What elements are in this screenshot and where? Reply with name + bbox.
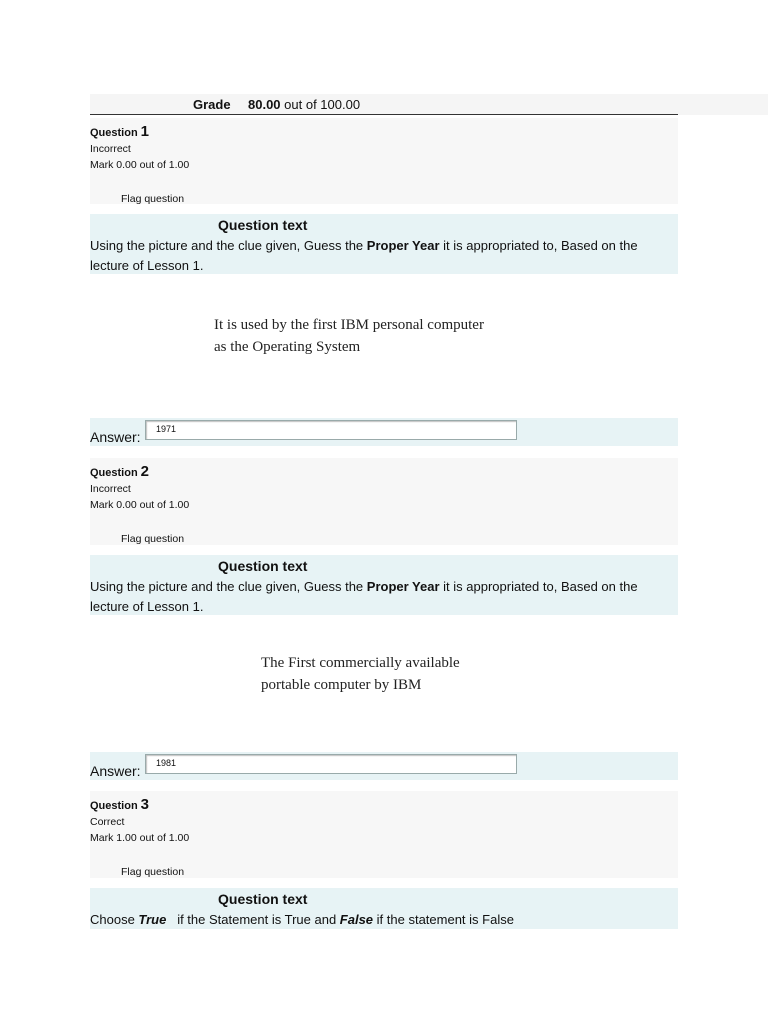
question-1-heading bbox=[90, 123, 149, 140]
question-number: 2 bbox=[140, 463, 150, 480]
question-prefix: Question bbox=[90, 467, 138, 479]
question-3-state: Correct bbox=[90, 816, 125, 828]
question-1-text-box bbox=[90, 214, 678, 274]
question-2-clue bbox=[261, 652, 460, 696]
question-1-answer-row bbox=[90, 418, 678, 446]
question-2-text-title: Question text bbox=[218, 558, 308, 574]
question-text-part: if the statement is False bbox=[373, 912, 514, 927]
question-3-mark: Mark 1.00 out of 1.00 bbox=[90, 832, 190, 844]
question-3-heading bbox=[90, 796, 149, 813]
answer-label: Answer: bbox=[90, 763, 141, 779]
grade-score: 80.00 bbox=[248, 97, 281, 112]
question-3-text-body bbox=[90, 910, 678, 930]
question-3-text-box bbox=[90, 888, 678, 929]
question-2-heading bbox=[90, 463, 149, 480]
question-text-pre: Using the picture and the clue given, Guess the bbox=[90, 579, 367, 594]
answer-label: Answer: bbox=[90, 429, 141, 445]
question-number: 3 bbox=[140, 796, 150, 813]
question-2-info bbox=[90, 458, 678, 545]
answer-value: 1971 bbox=[156, 424, 177, 434]
question-1-state: Incorrect bbox=[90, 143, 131, 155]
question-text-part: Choose bbox=[90, 912, 139, 927]
question-2-state: Incorrect bbox=[90, 483, 131, 495]
question-1-clue bbox=[214, 314, 484, 358]
question-text-pre: Using the picture and the clue given, Guess the bbox=[90, 238, 367, 253]
grade-summary-bar bbox=[90, 94, 768, 115]
clue-line-2: portable computer by IBM bbox=[261, 677, 422, 693]
question-1-info bbox=[90, 118, 678, 204]
false-keyword: False bbox=[339, 912, 374, 927]
question-2-answer-row bbox=[90, 752, 678, 780]
question-1-mark: Mark 0.00 out of 1.00 bbox=[90, 159, 190, 171]
grade-value bbox=[248, 97, 360, 112]
clue-line-1: The First commercially available bbox=[261, 655, 460, 671]
grade-label: Grade bbox=[193, 97, 231, 112]
question-2-text-body bbox=[90, 577, 678, 617]
question-text-bold: Proper Year bbox=[366, 579, 440, 594]
question-number: 1 bbox=[140, 123, 150, 140]
question-prefix: Question bbox=[90, 800, 138, 812]
question-1-answer-input[interactable] bbox=[145, 420, 517, 440]
question-text-bold: Proper Year bbox=[366, 238, 440, 253]
question-3-info bbox=[90, 791, 678, 878]
grade-divider bbox=[90, 114, 678, 115]
answer-value: 1981 bbox=[156, 758, 177, 768]
question-2-answer-input[interactable] bbox=[145, 754, 517, 774]
question-text-post: it is appropriated to, Based on the lecture of Lesson 1. bbox=[90, 238, 638, 273]
question-1-text-title: Question text bbox=[218, 217, 308, 233]
question-text-post: it is appropriated to, Based on the lecture of Lesson 1. bbox=[90, 579, 638, 614]
clue-line-2: as the Operating System bbox=[214, 339, 361, 355]
question-1-flag-link[interactable]: Flag question bbox=[121, 193, 185, 205]
question-2-flag-link[interactable]: Flag question bbox=[121, 533, 185, 545]
question-text-part: if the Statement is True and bbox=[166, 912, 340, 927]
question-2-mark: Mark 0.00 out of 1.00 bbox=[90, 499, 190, 511]
question-3-flag-link[interactable]: Flag question bbox=[121, 866, 185, 878]
question-prefix: Question bbox=[90, 127, 138, 139]
clue-line-1: It is used by the first IBM personal computer bbox=[214, 317, 484, 333]
grade-out-of: out of 100.00 bbox=[280, 97, 361, 112]
true-keyword: True bbox=[138, 912, 167, 927]
question-1-text-body bbox=[90, 236, 678, 276]
question-2-text-box bbox=[90, 555, 678, 615]
question-3-text-title: Question text bbox=[218, 891, 308, 907]
